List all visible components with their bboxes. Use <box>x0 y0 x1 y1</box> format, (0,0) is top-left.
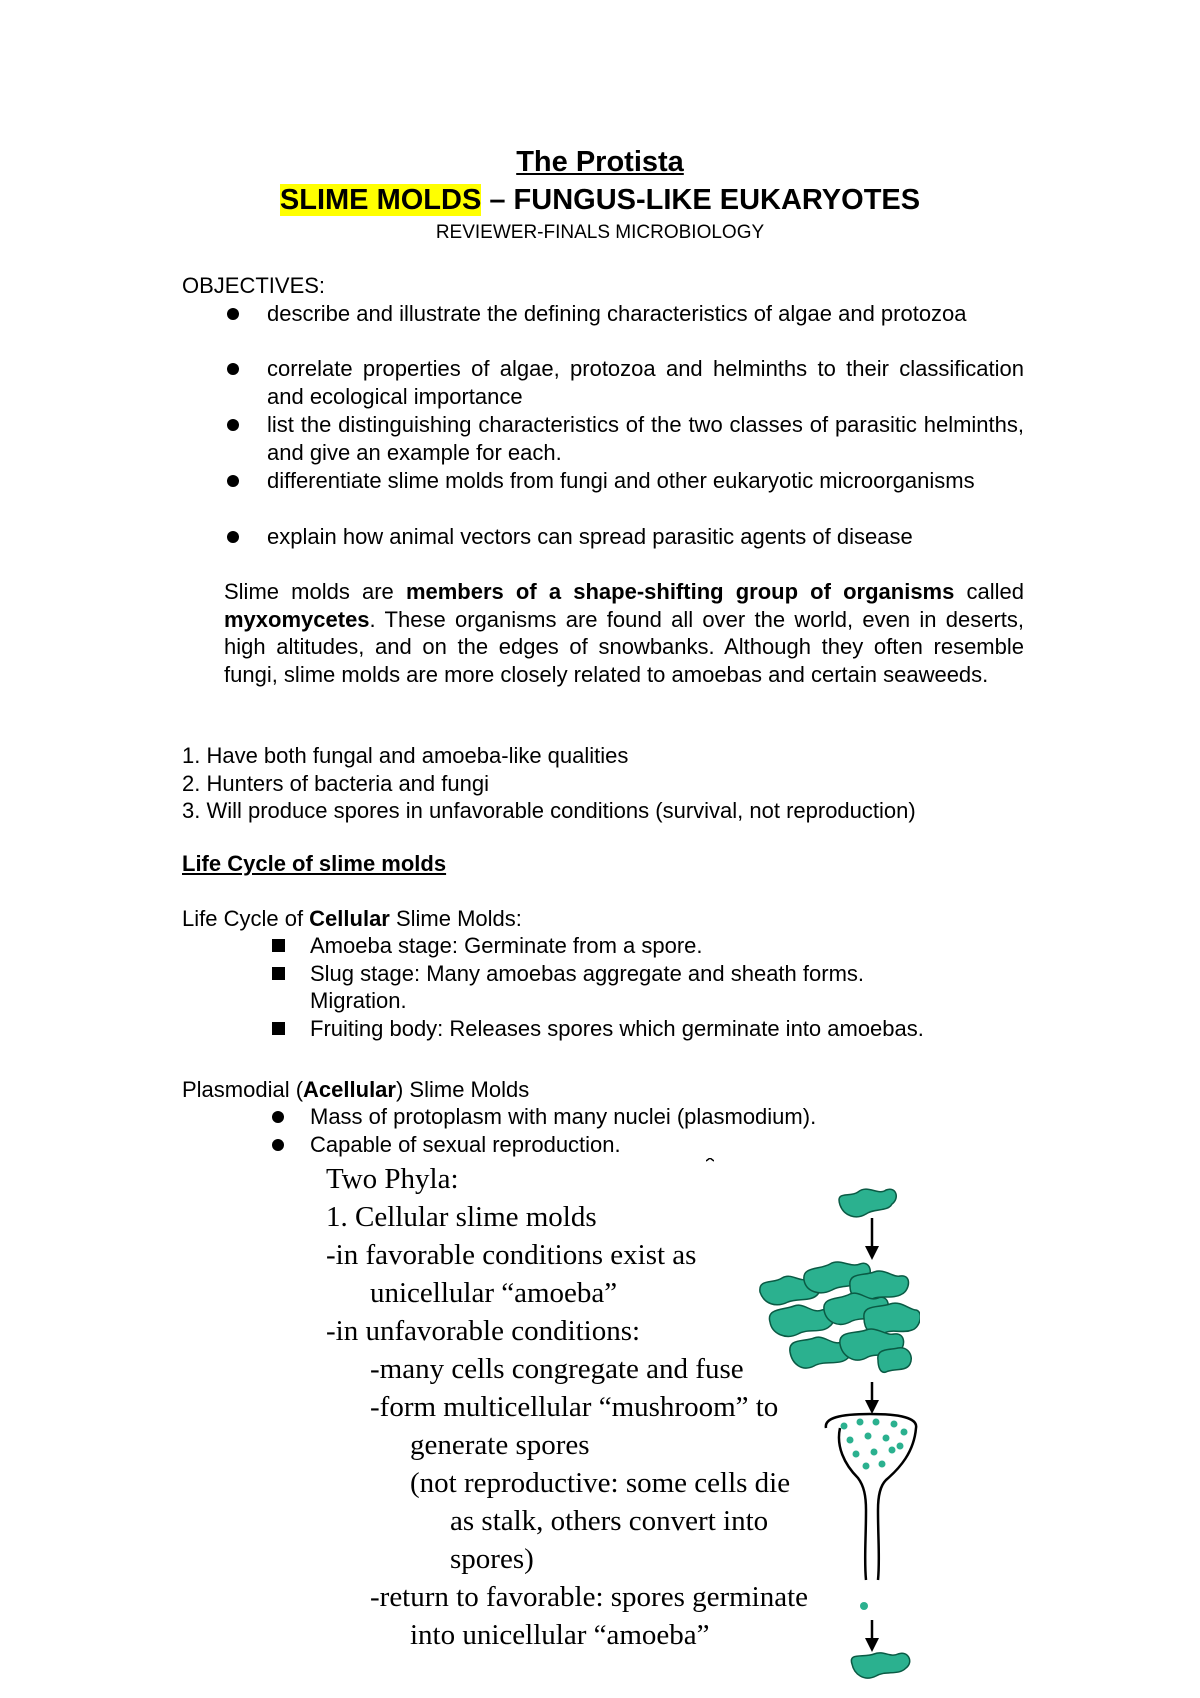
quality-item: 1. Have both fungal and amoeba-like qualities <box>182 743 629 768</box>
slide-line: Two Phyla: <box>326 1163 459 1195</box>
germinated-amoeba-icon <box>851 1653 909 1678</box>
bullet-icon <box>272 1139 284 1151</box>
slide-line: -return to favorable: spores germinate <box>370 1581 809 1613</box>
slide-line: as stalk, others convert into <box>450 1505 769 1537</box>
subtitle-rest: – FUNGUS-LIKE EUKARYOTES <box>481 184 921 216</box>
slide-line: -form multicellular “mushroom” to <box>370 1391 779 1423</box>
reviewer-label: REVIEWER-FINALS MICROBIOLOGY <box>435 222 765 243</box>
square-bullet-icon <box>272 1022 285 1035</box>
fruiting-body-icon <box>826 1414 916 1580</box>
slide-text <box>326 1160 808 1654</box>
single-amoeba-icon <box>839 1189 896 1217</box>
intro-bold: myxomycetes <box>224 606 370 632</box>
heading-text: ) Slime Molds <box>395 1077 530 1102</box>
bullet-icon <box>227 308 239 320</box>
heading-text: Slime Molds: <box>389 906 522 931</box>
amoeba-cluster-icon <box>760 1262 920 1372</box>
cellular-list <box>310 932 1030 1042</box>
objective-text: list the distinguishing characteristics of the two classes of parasitic helminths, and give an example for each. <box>267 412 1024 465</box>
objective-text: explain how animal vectors can spread parasitic agents of disease <box>267 524 913 549</box>
objective-item <box>267 411 1024 466</box>
arrow-down-icon <box>865 1382 879 1414</box>
slide-line: -many cells congregate and fuse <box>370 1353 744 1385</box>
objective-item <box>267 467 1024 495</box>
slide-line: generate spores <box>410 1429 590 1461</box>
cellular-item <box>310 932 1030 960</box>
objective-item <box>267 523 1024 551</box>
objective-item <box>267 355 1024 410</box>
cellular-heading <box>182 905 522 933</box>
bullet-icon <box>227 419 239 431</box>
spore-dots <box>841 1419 908 1470</box>
bullet-icon <box>227 531 239 543</box>
bullet-icon <box>272 1111 284 1123</box>
cellular-text: Slug stage: Many amoebas aggregate and sheath forms. Migration. <box>310 960 865 1013</box>
intro-text: . These organisms are found all over the world, even in deserts, high altitudes, and on the edges of snowbanks. Although they often resemble fungi, slime molds are more closely related to amoebas and certain seaweeds. <box>224 606 1024 687</box>
cellular-item <box>310 1015 1030 1043</box>
cellular-item <box>310 960 950 1015</box>
intro-text: Slime molds are <box>224 579 406 604</box>
quality-item: 2. Hunters of bacteria and fungi <box>182 770 489 796</box>
quality-item: 3. Will produce spores in unfavorable conditions (survival, not reproduction) <box>182 798 916 823</box>
slide-line: -in unfavorable conditions: <box>326 1315 641 1347</box>
intro-text: called <box>954 579 1024 604</box>
heading-bold: Cellular <box>309 906 390 931</box>
page-title: The Protista <box>516 146 684 178</box>
plasmodial-heading <box>182 1076 529 1104</box>
arrow-down-icon <box>865 1218 879 1260</box>
bullet-icon <box>227 475 239 487</box>
square-bullet-icon <box>272 939 285 952</box>
arrow-down-icon <box>865 1620 879 1652</box>
intro-paragraph <box>224 578 1024 688</box>
heading-bold: Acellular <box>303 1077 396 1102</box>
slide-line: spores) <box>450 1543 534 1575</box>
slide-line: 1. Cellular slime molds <box>326 1201 597 1233</box>
cellular-text: Fruiting body: Releases spores which germinate into amoebas. <box>310 1015 924 1041</box>
slide-line: unicellular “amoeba” <box>370 1277 618 1309</box>
slime-mold-life-cycle-diagram <box>740 1160 920 1680</box>
plasmodial-text: Capable of sexual reproduction. <box>310 1131 621 1157</box>
plasmodial-item <box>310 1131 1030 1159</box>
single-spore-icon <box>860 1602 868 1610</box>
objective-text: describe and illustrate the defining characteristics of algae and protozoa <box>267 301 967 326</box>
cellular-text: Amoeba stage: Germinate from a spore. <box>310 933 703 958</box>
slide-line: -in favorable conditions exist as <box>326 1239 697 1271</box>
slide-line: into unicellular “amoeba” <box>410 1619 710 1651</box>
highlighted-subtitle: SLIME MOLDS <box>279 184 482 216</box>
heading-text: Life Cycle of <box>182 906 310 931</box>
bullet-icon <box>227 363 239 375</box>
objective-item <box>267 300 1024 328</box>
objectives-heading: OBJECTIVES: <box>182 273 326 298</box>
plasmodial-list <box>310 1103 1030 1158</box>
life-cycle-heading: Life Cycle of slime molds <box>182 851 447 876</box>
heading-text: Plasmodial ( <box>182 1077 304 1102</box>
objective-text: differentiate slime molds from fungi and other eukaryotic microorganisms <box>267 468 975 493</box>
plasmodial-item <box>310 1103 1030 1131</box>
qualities-list <box>182 742 916 825</box>
objective-text: correlate properties of algae, protozoa and helminths to their classification and ecological importance <box>267 356 1024 409</box>
slide-line: (not reproductive: some cells die <box>410 1467 791 1499</box>
intro-bold: members of a shape-shifting group of organisms <box>405 579 955 604</box>
square-bullet-icon <box>272 967 285 980</box>
plasmodial-text: Mass of protoplasm with many nuclei (plasmodium). <box>310 1104 817 1129</box>
page-subtitle <box>0 184 1200 217</box>
